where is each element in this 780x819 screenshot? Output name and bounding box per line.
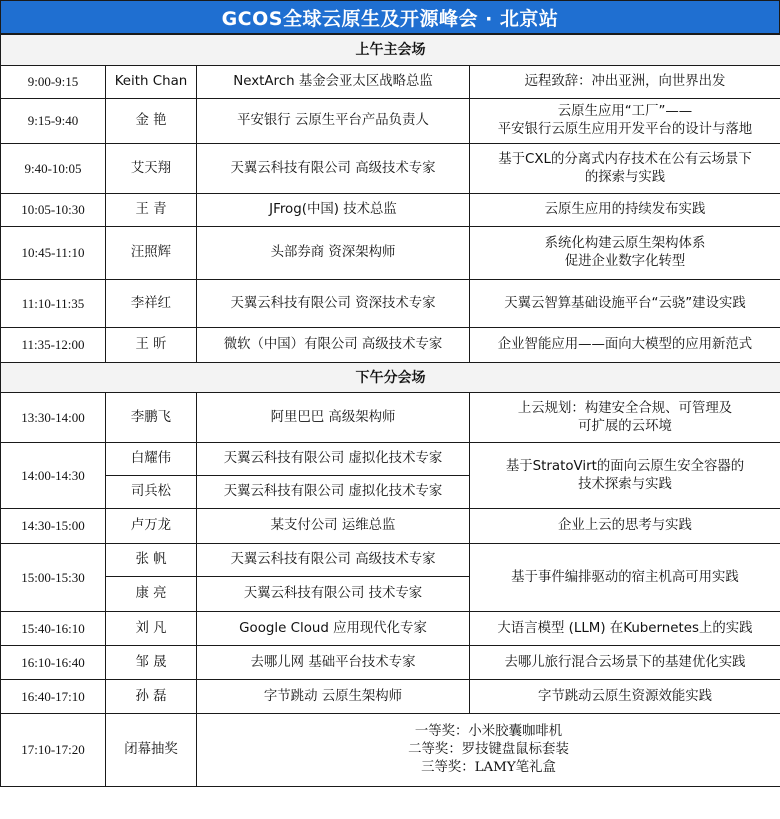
speaker-cell: 李鹏飞 — [106, 393, 197, 443]
time-cell: 13:30-14:00 — [1, 393, 106, 443]
prize-second: 二等奖：罗技键盘鼠标套装 — [408, 742, 569, 757]
table-row — [1, 227, 780, 280]
topic-line: 基于StratoVirt的面向云原生安全容器的 — [505, 458, 745, 474]
speaker-cell: 金 艳 — [106, 99, 197, 144]
table-row — [1, 280, 780, 328]
topic-line: 促进企业数字化转型 — [564, 254, 686, 269]
topic-cell — [470, 393, 780, 443]
topic-line: 远程致辞：冲出亚洲，向世界出发 — [524, 74, 726, 89]
topic-line: 云原生应用的持续发布实践 — [544, 202, 706, 217]
time-cell: 11:35-12:00 — [1, 328, 106, 363]
time-cell: 16:40-17:10 — [1, 680, 106, 714]
org-cell: Google Cloud 应用现代化专家 — [197, 612, 470, 646]
topic-line: 系统化构建云原生架构体系 — [544, 236, 706, 251]
topic-cell — [470, 227, 780, 280]
table-row — [1, 443, 780, 476]
table-row — [1, 194, 780, 227]
table-row — [1, 328, 780, 363]
time-cell: 14:00-14:30 — [1, 443, 106, 509]
speaker-cell: 艾天翔 — [106, 144, 197, 194]
org-cell: 平安银行 云原生平台产品负责人 — [197, 99, 470, 144]
topic-line: 基于事件编排驱动的宿主机高可用实践 — [511, 569, 739, 585]
speaker-cell: 康 亮 — [106, 577, 197, 612]
org-cell: NextArch 基金会亚太区战略总监 — [197, 66, 470, 99]
topic-cell — [470, 680, 780, 714]
speaker-cell: 刘 凡 — [106, 612, 197, 646]
prize-third: 三等奖：LAMY笔礼盒 — [421, 760, 556, 775]
org-cell: 天翼云科技有限公司 资深技术专家 — [197, 280, 470, 328]
speaker-cell: 白耀伟 — [106, 443, 197, 476]
speaker-cell: 王 昕 — [106, 328, 197, 363]
time-cell: 10:45-11:10 — [1, 227, 106, 280]
time-cell: 9:15-9:40 — [1, 99, 106, 144]
topic-line: 天翼云智算基础设施平台“云骁”建设实践 — [504, 295, 746, 311]
topic-line: 云原生应用“工厂”—— — [557, 104, 693, 119]
topic-line: 上云规划：构建安全合规、可管理及 — [517, 400, 733, 416]
speaker-cell: 王 青 — [106, 194, 197, 227]
morning-section-title: 上午主会场 — [1, 35, 780, 66]
topic-line: 大语言模型 (LLM) 在Kubernetes上的实践 — [497, 620, 753, 636]
speaker-cell: Keith Chan — [106, 66, 197, 99]
speaker-cell: 孙 磊 — [106, 680, 197, 714]
speaker-cell: 张 帆 — [106, 544, 197, 577]
org-cell: 天翼云科技有限公司 高级技术专家 — [197, 544, 470, 577]
prize-list — [197, 714, 780, 787]
topic-line: 去哪儿旅行混合云场景下的基建优化实践 — [504, 654, 746, 670]
org-cell: 天翼云科技有限公司 虚拟化技术专家 — [197, 443, 470, 476]
topic-cell — [470, 646, 780, 680]
time-cell: 9:00-9:15 — [1, 66, 106, 99]
time-cell: 9:40-10:05 — [1, 144, 106, 194]
topic-line: 基于CXL的分离式内存技术在公有云场景下 — [498, 151, 752, 167]
speaker-cell: 李祥红 — [106, 280, 197, 328]
time-cell: 14:30-15:00 — [1, 509, 106, 544]
org-cell: 天翼云科技有限公司 虚拟化技术专家 — [197, 476, 470, 509]
org-cell: 去哪儿网 基础平台技术专家 — [197, 646, 470, 680]
speaker-cell: 邹 晟 — [106, 646, 197, 680]
topic-cell — [470, 194, 780, 227]
table-row — [1, 680, 780, 714]
topic-cell — [470, 99, 780, 144]
topic-line: 技术探索与实践 — [578, 476, 672, 492]
table-row — [1, 646, 780, 680]
time-cell: 16:10-16:40 — [1, 646, 106, 680]
topic-line: 平安银行云原生应用开发平台的设计与落地 — [497, 122, 753, 137]
table-row — [1, 714, 780, 787]
table-row — [1, 393, 780, 443]
table-row — [1, 612, 780, 646]
topic-cell — [470, 509, 780, 544]
prize-first: 一等奖：小米胶囊咖啡机 — [414, 724, 563, 739]
time-cell: 11:10-11:35 — [1, 280, 106, 328]
table-row — [1, 144, 780, 194]
page-title: GCOS全球云原生及开源峰会 · 北京站 — [0, 0, 780, 34]
topic-line: 企业上云的思考与实践 — [558, 518, 692, 533]
topic-cell — [470, 612, 780, 646]
speaker-cell: 司兵松 — [106, 476, 197, 509]
org-cell: 微软（中国）有限公司 高级技术专家 — [197, 328, 470, 363]
table-row — [1, 544, 780, 577]
afternoon-section-title: 下午分会场 — [1, 363, 780, 393]
org-cell: 字节跳动 云原生架构师 — [197, 680, 470, 714]
speaker-cell: 闭幕抽奖 — [106, 714, 197, 787]
table-row — [1, 66, 780, 99]
topic-line: 可扩展的云环境 — [578, 418, 672, 434]
speaker-cell: 卢万龙 — [106, 509, 197, 544]
agenda-table — [0, 34, 780, 787]
topic-line: 的探索与实践 — [584, 169, 666, 185]
org-cell: 某支付公司 运维总监 — [197, 509, 470, 544]
time-cell: 15:00-15:30 — [1, 544, 106, 612]
topic-cell — [470, 328, 780, 363]
org-cell: 天翼云科技有限公司 技术专家 — [197, 577, 470, 612]
topic-cell — [470, 280, 780, 328]
org-cell: JFrog(中国) 技术总监 — [197, 194, 470, 227]
speaker-cell: 汪照辉 — [106, 227, 197, 280]
topic-cell — [470, 544, 780, 612]
topic-cell — [470, 144, 780, 194]
topic-cell — [470, 443, 780, 509]
time-cell: 15:40-16:10 — [1, 612, 106, 646]
table-row — [1, 99, 780, 144]
org-cell: 天翼云科技有限公司 高级技术专家 — [197, 144, 470, 194]
time-cell: 10:05-10:30 — [1, 194, 106, 227]
topic-cell — [470, 66, 780, 99]
org-cell: 阿里巴巴 高级架构师 — [197, 393, 470, 443]
topic-line: 企业智能应用——面向大模型的应用新范式 — [497, 337, 753, 352]
table-row — [1, 509, 780, 544]
topic-line: 字节跳动云原生资源效能实践 — [537, 688, 713, 704]
time-cell: 17:10-17:20 — [1, 714, 106, 787]
org-cell: 头部券商 资深架构师 — [197, 227, 470, 280]
